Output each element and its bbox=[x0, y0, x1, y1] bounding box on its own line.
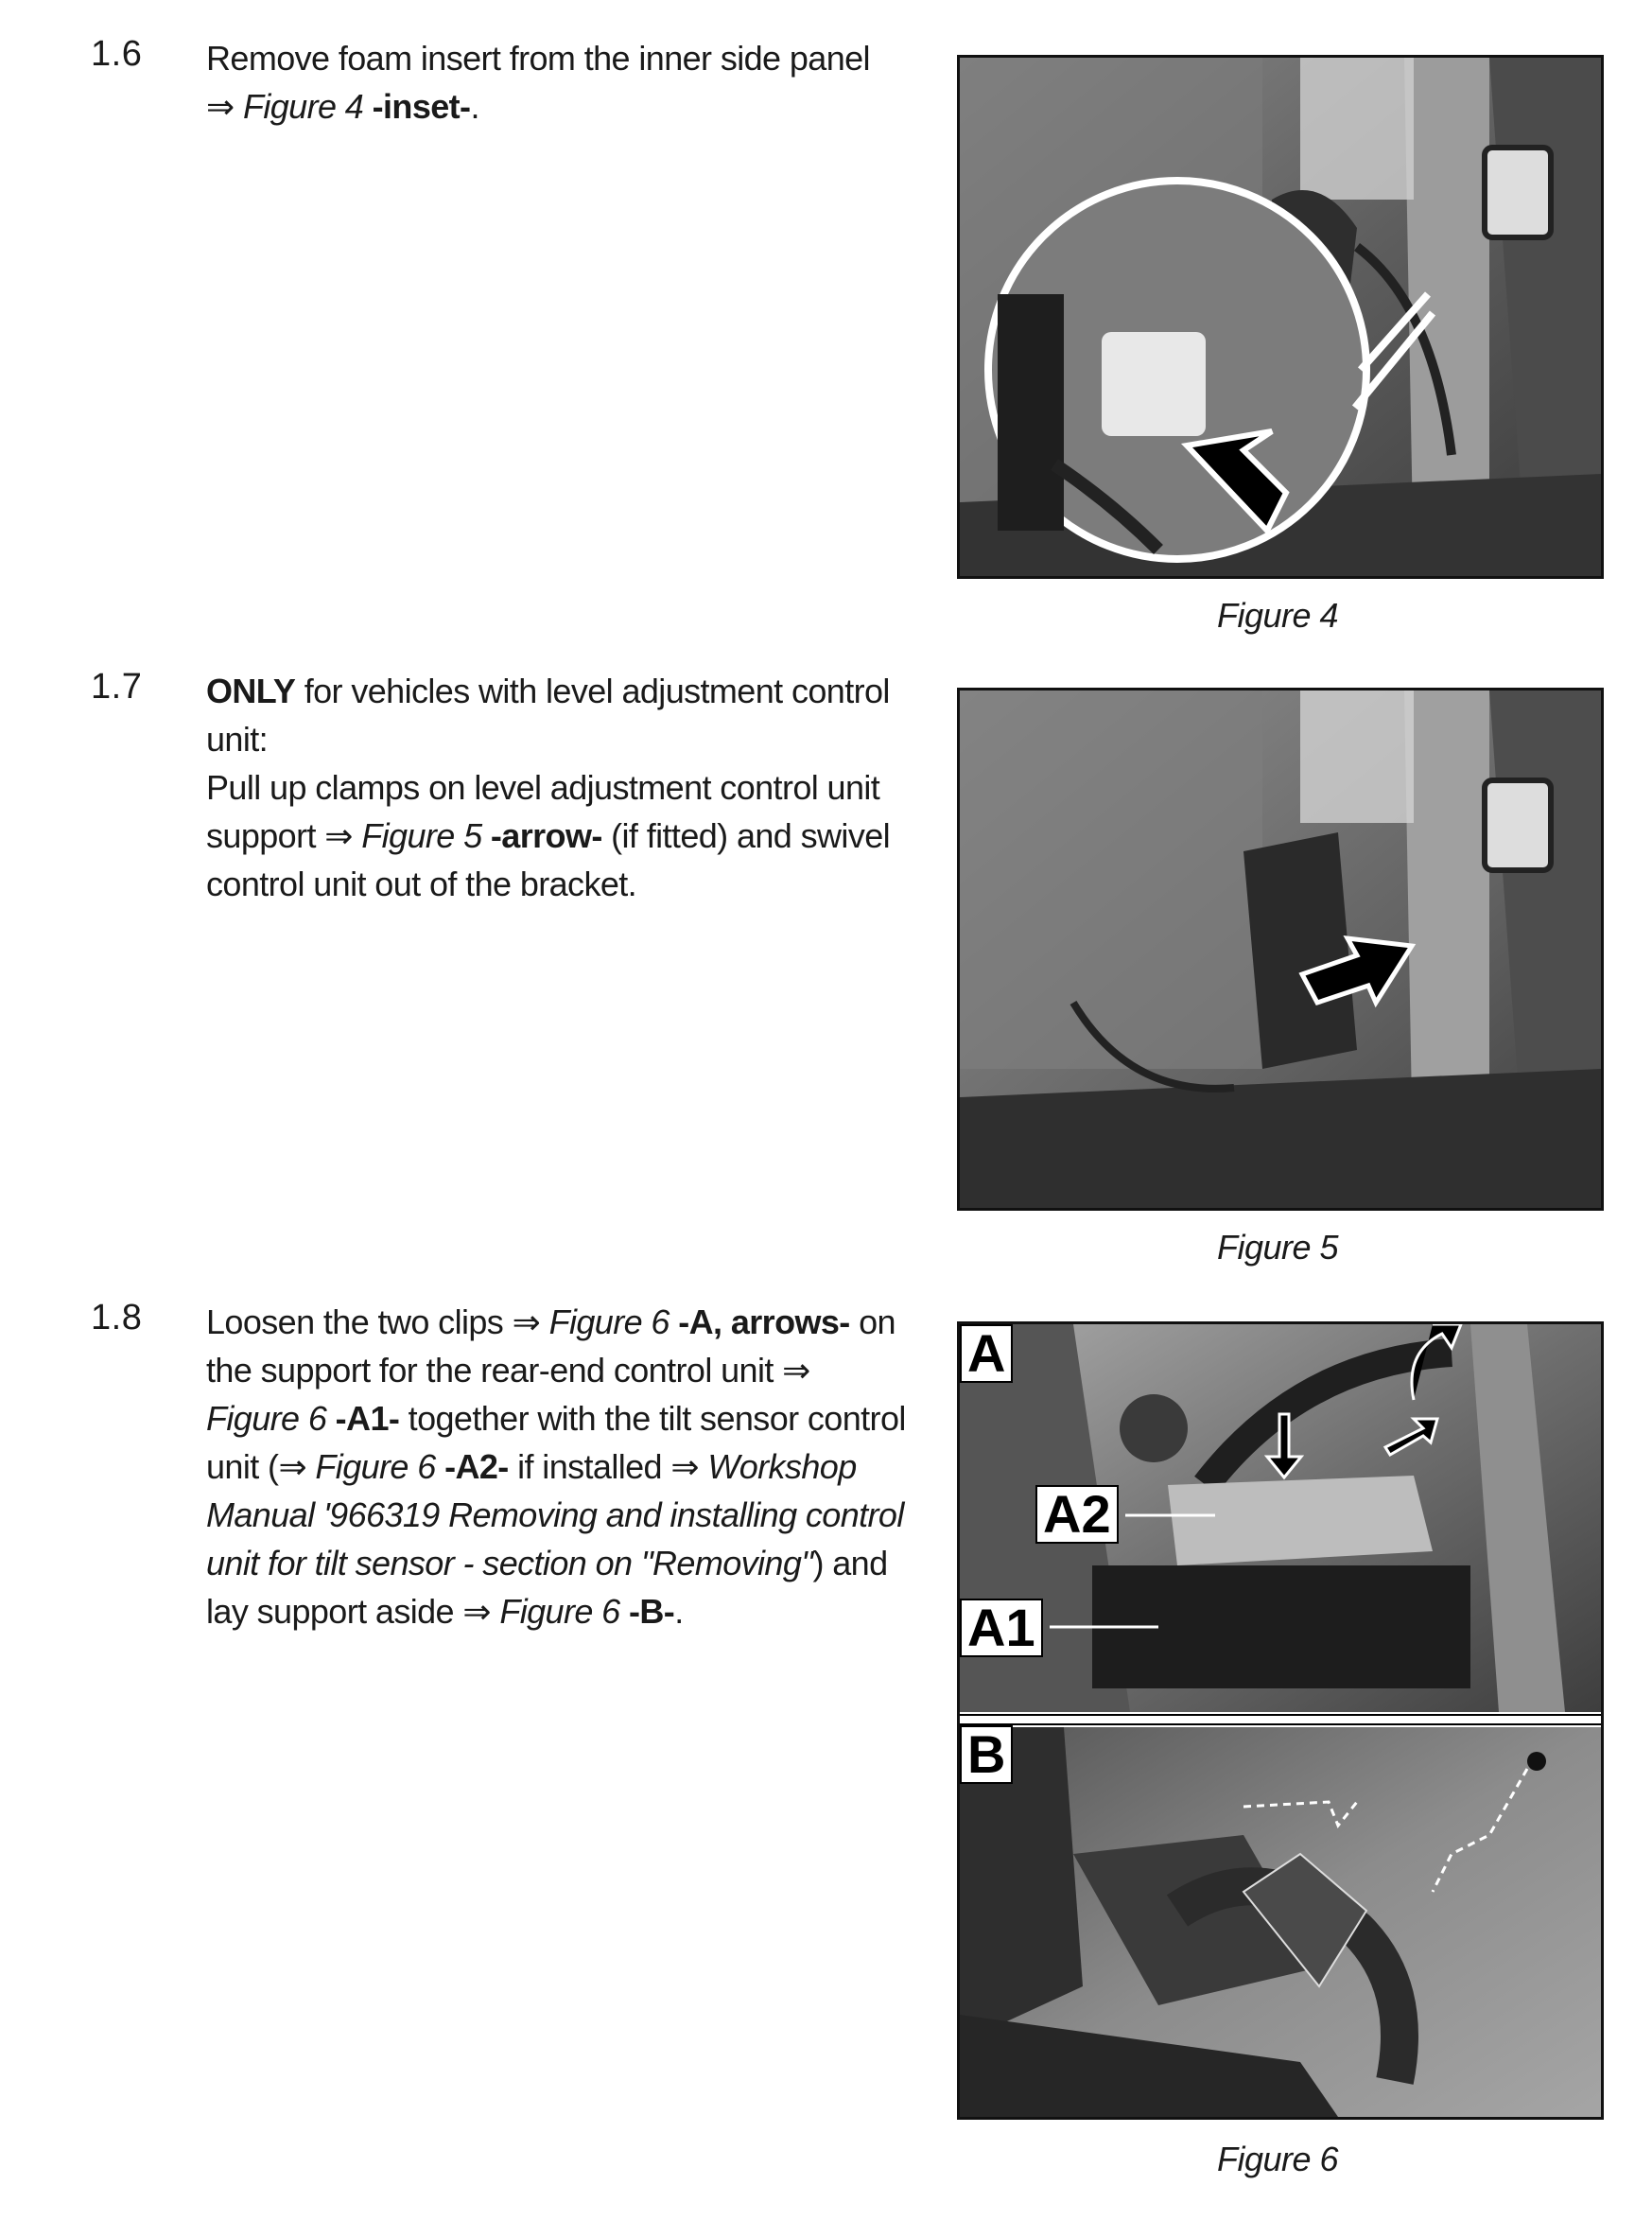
cross-reference-link[interactable]: ⇒ Figure 6 bbox=[206, 1351, 810, 1438]
figure-5-caption: Figure 5 bbox=[1216, 1228, 1339, 1267]
cross-reference-link[interactable]: ⇒ Figure 6 bbox=[278, 1447, 445, 1486]
figure-4-caption: Figure 4 bbox=[1216, 596, 1339, 635]
step-number: 1.7 bbox=[91, 667, 143, 707]
body-text: on the support for the rear-end control unit bbox=[206, 1302, 896, 1390]
body-text: . bbox=[470, 87, 479, 126]
step-text bbox=[206, 667, 906, 908]
cross-reference-link[interactable]: ⇒ Figure 6 bbox=[462, 1592, 630, 1631]
cross-reference-link[interactable]: ⇒ Workshop Manual '966319 Removing and installing control unit for tilt sensor - section on "Removing" bbox=[206, 1447, 904, 1582]
body-text: (if fitted) and swivel control unit out of the bracket. bbox=[206, 816, 891, 903]
figure-6-photo bbox=[957, 1321, 1604, 2120]
body-text: Loosen the two clips bbox=[206, 1302, 513, 1341]
body-text: if installed bbox=[508, 1447, 671, 1486]
emphasis-text: ONLY bbox=[206, 672, 296, 710]
body-text: . bbox=[674, 1592, 684, 1631]
body-text: for vehicles with level adjustment control unit: bbox=[206, 672, 890, 759]
step-number: 1.6 bbox=[91, 34, 143, 74]
body-text: ) and lay support aside bbox=[206, 1544, 888, 1631]
cross-reference-link[interactable]: ⇒ Figure 5 bbox=[324, 816, 491, 855]
emphasis-text: -A, arrows- bbox=[678, 1302, 850, 1341]
emphasis-text: -A1- bbox=[335, 1399, 400, 1438]
body-text: Pull up clamps on level adjustment control unit support bbox=[206, 768, 880, 855]
figure-4-photo bbox=[957, 55, 1604, 579]
step-text bbox=[206, 1298, 906, 1635]
body-text: Remove foam insert from the inner side panel bbox=[206, 39, 870, 78]
emphasis-text: -arrow- bbox=[490, 816, 602, 855]
step-text bbox=[206, 34, 906, 131]
body-text: together with the tilt sensor control unit ( bbox=[206, 1399, 906, 1486]
figure-6-caption: Figure 6 bbox=[1216, 2140, 1339, 2178]
label-a2: A2 bbox=[1035, 1485, 1119, 1544]
label-a1: A1 bbox=[960, 1599, 1043, 1657]
step-number: 1.8 bbox=[91, 1298, 143, 1337]
emphasis-text: -A2- bbox=[444, 1447, 509, 1486]
cross-reference-link[interactable]: ⇒ Figure 6 bbox=[512, 1302, 679, 1341]
panel-divider bbox=[960, 1714, 1601, 1725]
emphasis-text: -B- bbox=[629, 1592, 675, 1631]
panel-label-a: A bbox=[960, 1324, 1013, 1383]
emphasis-text: -inset- bbox=[372, 87, 471, 126]
panel-label-b: B bbox=[960, 1725, 1013, 1784]
figure-5-photo bbox=[957, 688, 1604, 1211]
cross-reference-link[interactable]: ⇒ Figure 4 bbox=[206, 87, 373, 126]
